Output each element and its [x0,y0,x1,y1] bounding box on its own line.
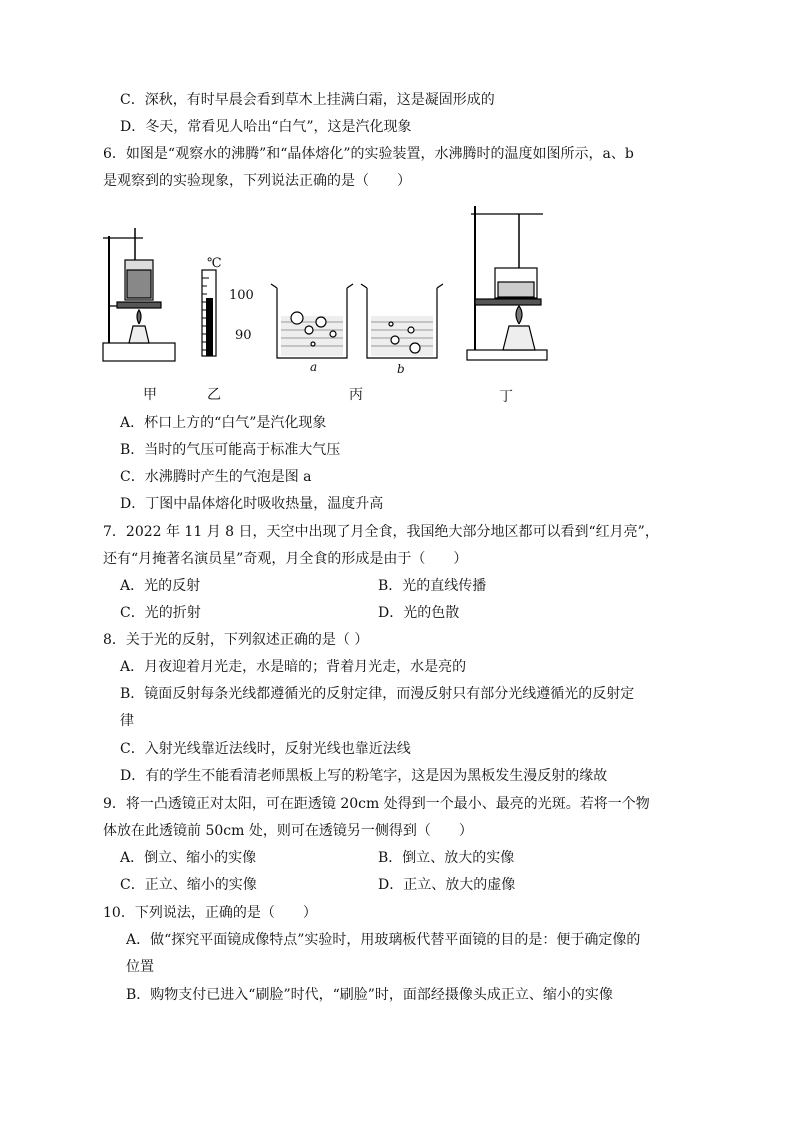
beaker-a [271,284,353,358]
q5-option-d: D．冬天，常看见人哈出“白气”，这是汽化现象 [120,119,412,135]
thermometer-mark-100: 100 [229,288,254,303]
thermometer-unit: ℃ [207,256,222,271]
q6-option-d: D．丁图中晶体熔化时吸收热量，温度升高 [120,496,384,512]
beaker-b [361,284,443,358]
q8-option-a: A．月夜迎着月光走，水是暗的；背着月光走，水是亮的 [120,659,467,675]
q6-option-b: B．当时的气压可能高于标准大气压 [120,442,341,458]
figure-label-jia: 甲 [143,387,157,403]
q6-stem-line1: 6．如图是“观察水的沸腾”和“晶体熔化”的实验装置，水沸腾时的温度如图所示，a、b [103,146,634,162]
q8-option-b-line2: 律 [120,713,134,729]
q8-stem: 8．关于光的反射，下列叙述正确的是（ ） [103,632,369,648]
figure-label-yi: 乙 [207,387,221,403]
figure-label-bing: 丙 [349,387,363,403]
q10-stem: 10．下列说法，正确的是（ ） [103,905,317,921]
q6-option-c: C．水沸腾时产生的气泡是图 a [120,469,312,485]
apparatus-jia [103,228,175,361]
q8-option-c: C．入射光线靠近法线时，反射光线也靠近法线 [120,741,411,757]
beaker-a-label: a [310,360,318,374]
q9-option-b: B．倒立、放大的实像 [378,850,515,866]
experiment-apparatus-diagram [95,198,565,413]
q8-option-d: D．有的学生不能看清老师黑板上写的粉笔字，这是因为黑板发生漫反射的缘故 [120,768,608,784]
q7-stem-line2: 还有“月掩著名演员星”奇观，月全食的形成是由于（ ） [103,551,468,567]
q6-figure [95,198,565,413]
q6-option-a: A．杯口上方的“白气”是汽化现象 [120,415,327,431]
q9-stem-line2: 体放在此透镜前 50cm 处，则可在透镜另一侧得到（ ） [103,823,473,839]
q5-option-c: C．深秋，有时早晨会看到草木上挂满白霜，这是凝固形成的 [120,92,495,108]
q9-option-c: C．正立、缩小的实像 [120,877,257,893]
q9-stem-line1: 9．将一凸透镜正对太阳，可在距透镜 20cm 处得到一个最小、最亮的光斑。若将一个物 [103,796,650,812]
q6-stem-line2: 是观察到的实验现象，下列说法正确的是（ ） [103,173,411,189]
q8-option-b-line1: B．镜面反射每条光线都遵循光的反射定律，而漫反射只有部分光线遵循光的反射定 [120,686,635,702]
q7-option-b: B．光的直线传播 [378,578,487,594]
q7-option-d: D．光的色散 [378,605,460,621]
q10-option-a-line2: 位置 [126,959,154,975]
thermometer-mark-90: 90 [235,328,252,343]
thermometer-yi [202,270,216,356]
apparatus-ding [467,206,547,360]
q10-option-a-line1: A．做“探究平面镜成像特点”实验时，用玻璃板代替平面镜的目的是：便于确定像的 [126,932,641,948]
q10-option-b: B．购物支付已进入“刷脸”时代，“刷脸”时，面部经摄像头成正立、缩小的实像 [126,987,613,1003]
beaker-b-label: b [397,362,405,376]
q7-stem-line1: 7．2022 年 11 月 8 日，天空中出现了月全食，我国绝大部分地区都可以看到“红月亮”， [103,524,659,540]
q7-option-a: A．光的反射 [120,578,201,594]
q9-option-a: A．倒立、缩小的实像 [120,850,257,866]
q7-option-c: C．光的折射 [120,605,201,621]
figure-label-ding: 丁 [499,389,513,405]
q9-option-d: D．正立、放大的虚像 [378,877,516,893]
